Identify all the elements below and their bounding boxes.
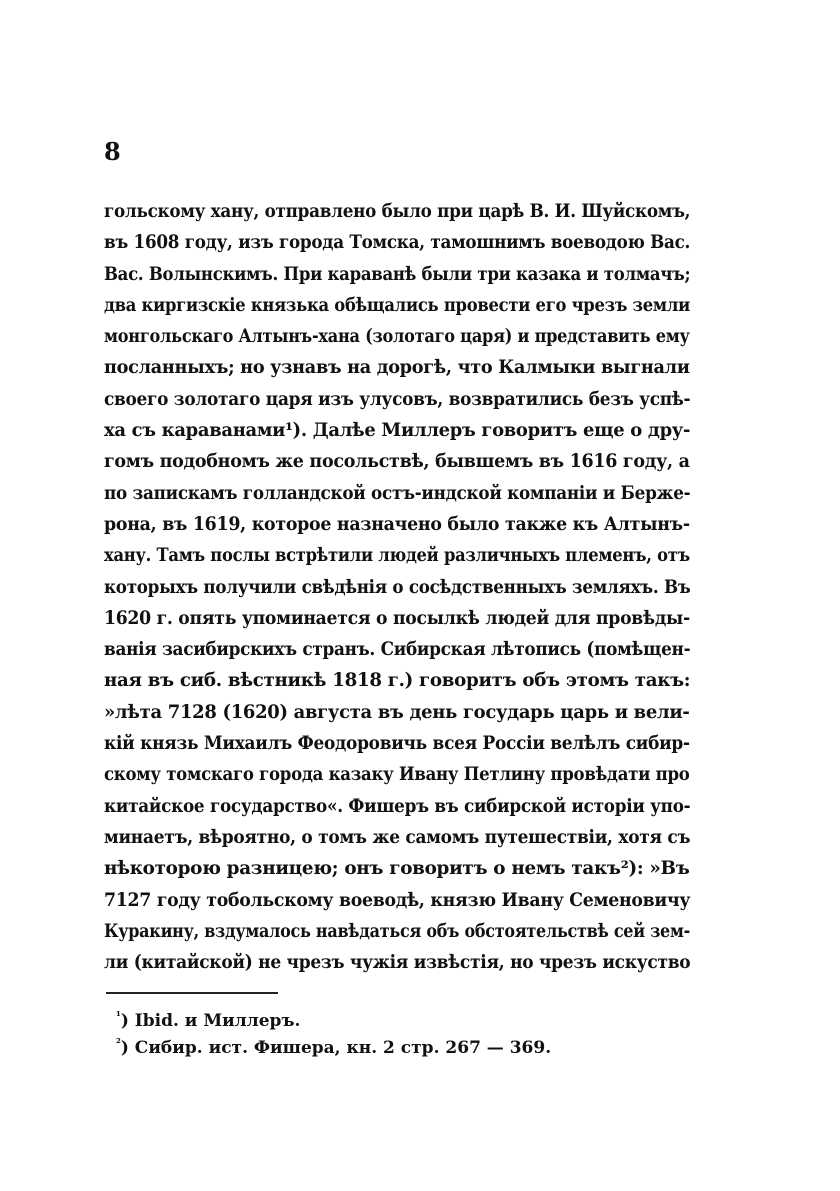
footnote-marker: ² [116,1036,121,1050]
text-line: своего золотаго царя изъ улусовъ, возвратились безъ успѣ- [104,388,691,410]
text-line: которыхъ получили свѣдѣнія о сосѣдственныхъ земляхъ. Въ [104,576,691,598]
footnote-text: ) Ibid. и Миллеръ. [120,1011,301,1031]
footnotes [116,1008,551,1062]
text-line: 7127 году тобольскому воеводѣ, князю Ивану Семеновичу [104,889,691,911]
text-line: ванія засибирскихъ странъ. Сибирская лѣтопись (помѣщен- [104,639,691,661]
text-line: гомъ подобномъ же посольствѣ, бывшемъ въ 1616 году, а [104,451,690,473]
text-line: по запискамъ голландской остъ-индской компаніи и Берже- [104,482,691,504]
text-line: монгольскаго Алтынъ-хана (золотаго царя) и представить ему [104,326,690,348]
text-line: въ 1608 году, изъ города Томска, тамошнимъ воеводою Вас. [104,232,691,254]
text-line: гольскому хану, отправлено было при царѣ В. И. Шуйскомъ, [104,201,691,222]
text-line: рона, въ 1619, которое назначено было также къ Алтынъ- [104,513,690,535]
body-text [104,196,690,978]
footnote-divider [106,992,278,994]
footnote-2 [116,1035,551,1062]
footnote-marker: ¹ [116,1009,121,1023]
text-line: посланныхъ; но узнавъ на дорогѣ, что Калмыки выгнали [104,357,690,379]
text-line: кій князь Михаилъ Феодоровичь всея Россіи велѣлъ сибир- [104,733,690,755]
text-line: минаетъ, вѣроятно, о томъ же самомъ путешествіи, хотя съ [104,826,691,848]
text-line: два киргизскіе князька обѣщались провести его чрезъ земли [104,294,691,316]
text-line: нѣкоторою разницею; онъ говоритъ о немъ такъ²): »Въ [104,858,690,880]
text-line: хану. Тамъ послы встрѣтили людей различныхъ племенъ, отъ [104,545,690,567]
footnote-text: ) Сибир. ист. Фишера, кн. 2 стр. 267 — 369. [120,1038,552,1058]
text-line: Куракину, вздумалось навѣдаться объ обстоятельствѣ сей зем- [104,920,690,942]
page-number: 8 [104,137,121,166]
text-line: 1620 г. опять упоминается о посылкѣ людей для провѣды- [104,607,690,629]
text-line: ха съ караванами¹). Далѣе Миллеръ говоритъ еще о дру- [104,420,691,442]
text-line: ли (китайской) не чрезъ чужія извѣстія, но чрезъ искуство [104,952,691,974]
text-line: ная въ сиб. вѣстникѣ 1818 г.) говоритъ объ этомъ такъ: [104,670,691,692]
footnote-1 [116,1008,551,1035]
text-line: »лѣта 7128 (1620) августа въ день государь царь и вели- [104,701,690,723]
text-line: китайское государство«. Фишеръ въ сибирской исторіи упо- [104,795,691,817]
text-line: Вас. Волынскимъ. При караванѣ были три казака и толмачъ; [104,263,691,285]
text-line: скому томскаго города казаку Ивану Петлину провѣдати про [104,764,690,786]
